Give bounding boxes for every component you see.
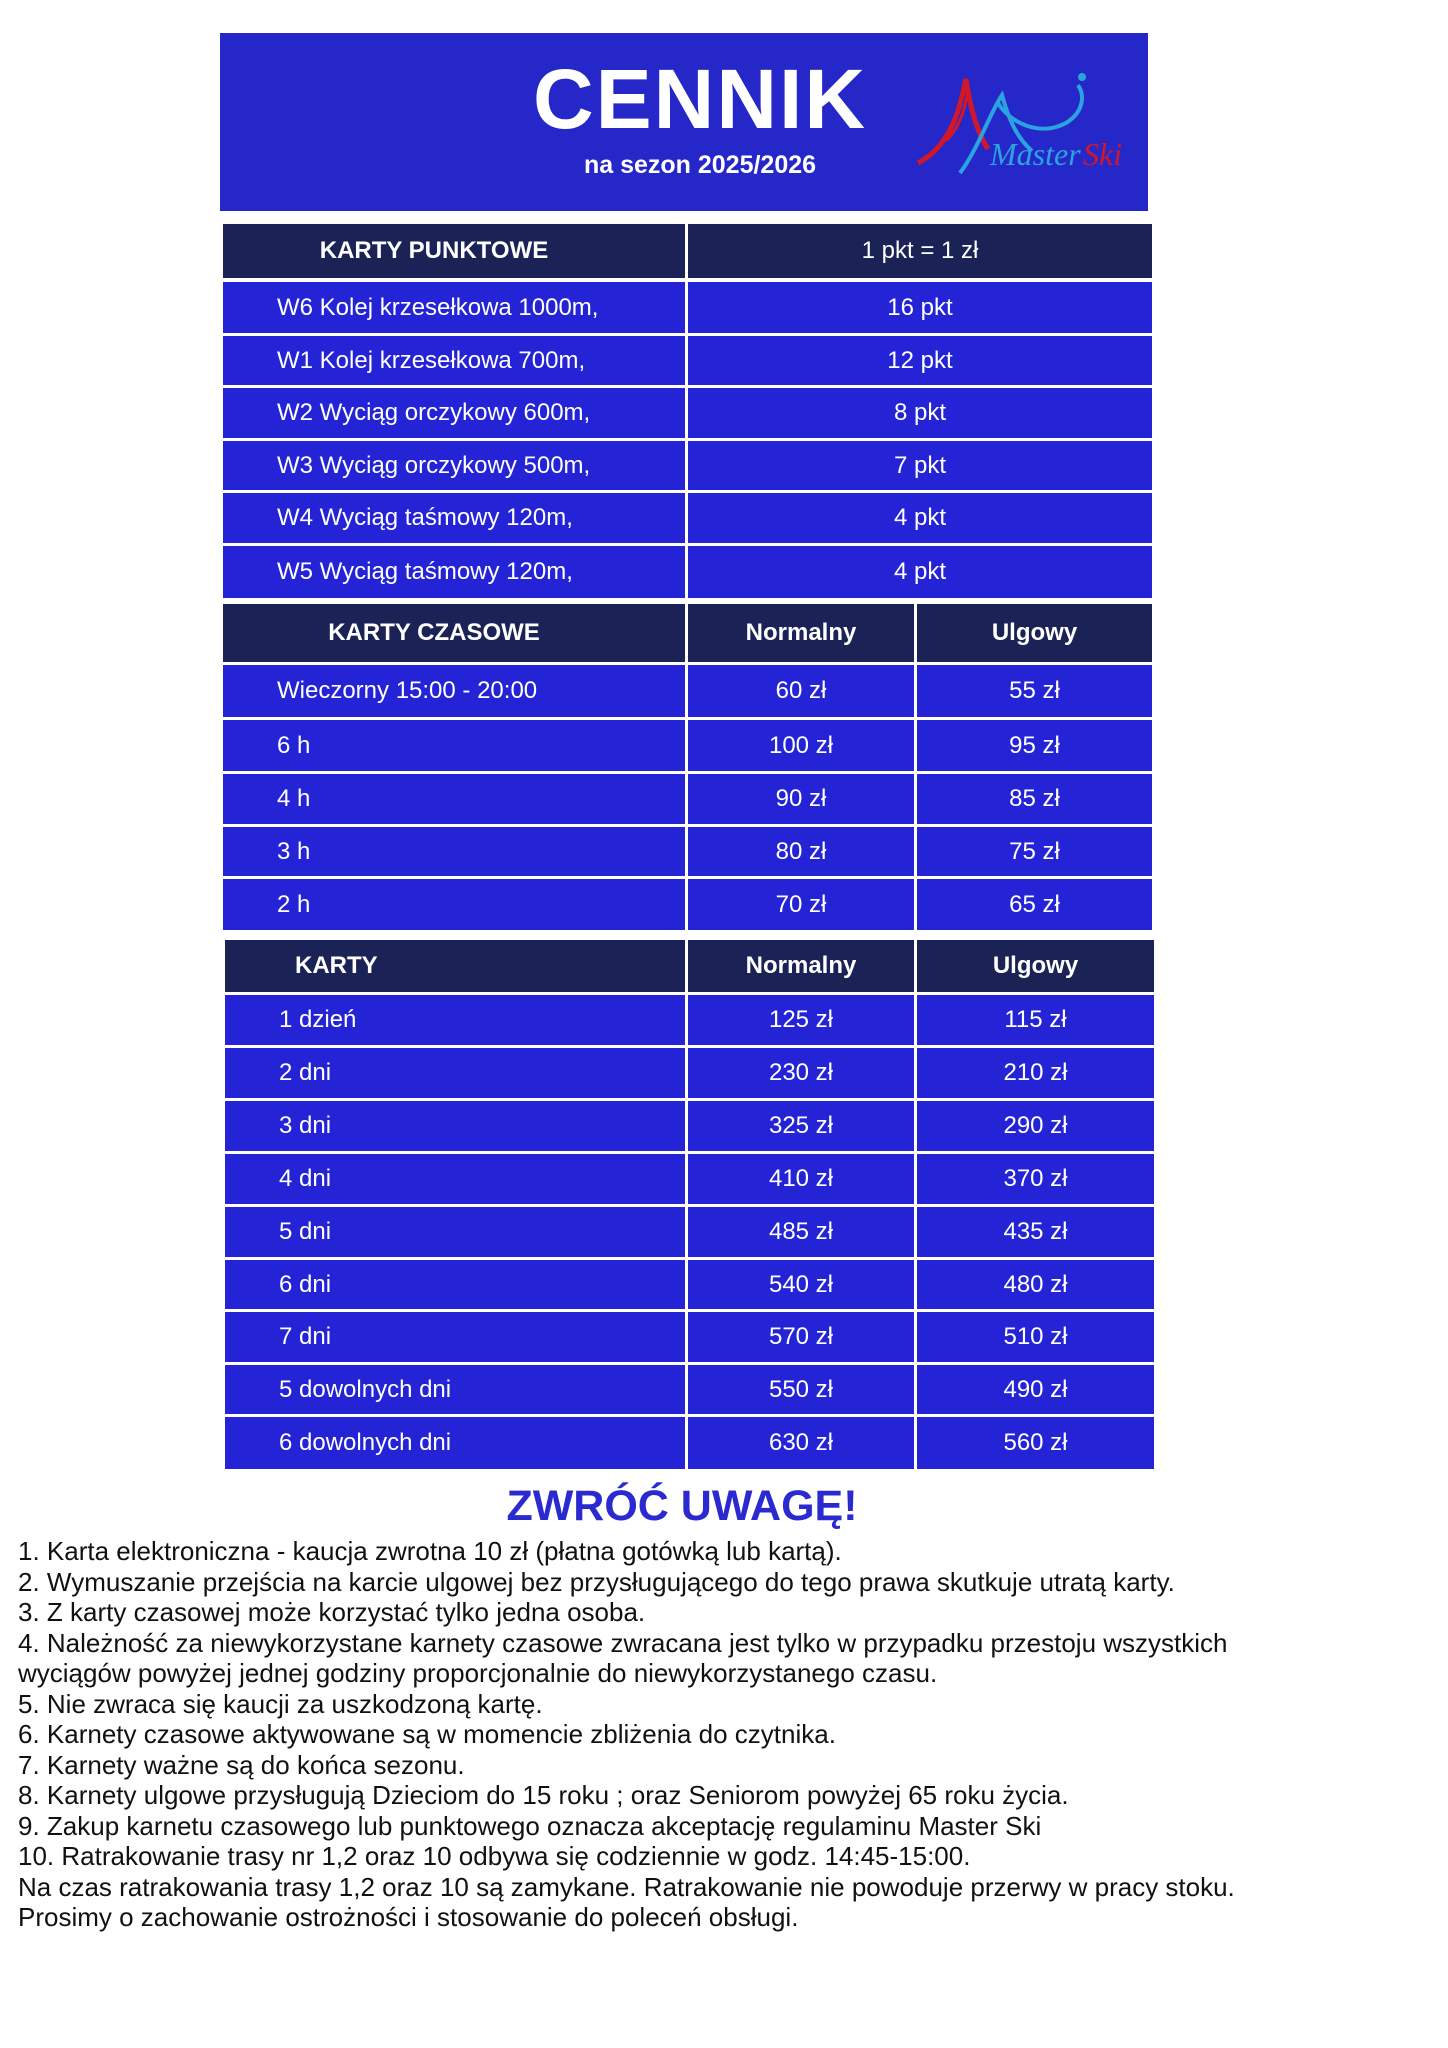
master-ski-logo (890, 53, 1130, 193)
season-subtitle: na sezon 2025/2026 (583, 151, 817, 179)
days-col-reduced: Ulgowy (917, 940, 1154, 992)
notice-line: Prosimy o zachowanie ostrożności i stosowanie do poleceń obsługi. (18, 1902, 799, 1932)
days-row-normal: 570 zł (688, 1312, 914, 1362)
time-row-normal: 60 zł (688, 665, 914, 717)
days-row-label: 2 dni (225, 1048, 685, 1098)
time-row-label: 3 h (223, 827, 685, 876)
notice-line: 2. Wymuszanie przejścia na karcie ulgowej bez przysługującego do tego prawa skutkuje utratą karty. (18, 1566, 1175, 1597)
points-row-value: 4 pkt (688, 546, 1152, 598)
time-row-reduced: 75 zł (917, 827, 1152, 876)
days-row-reduced: 480 zł (917, 1260, 1154, 1309)
header-banner (220, 33, 1148, 211)
points-row-value: 16 pkt (688, 282, 1152, 333)
days-row-label: 1 dzień (225, 995, 685, 1045)
notice-line: 3. Z karty czasowej może korzystać tylko jedna osoba. (18, 1597, 646, 1627)
time-row-label: 4 h (223, 774, 685, 824)
days-row-normal: 325 zł (688, 1101, 914, 1151)
days-row-normal: 230 zł (688, 1048, 914, 1098)
time-row-normal: 100 zł (688, 720, 914, 771)
time-row-reduced: 65 zł (917, 879, 1152, 930)
notice-title: ZWRÓĆ UWAGĘ! (506, 1482, 858, 1530)
points-row-value: 4 pkt (688, 493, 1152, 543)
points-row-label: W2 Wyciąg orczykowy 600m, (223, 388, 685, 438)
svg-text:Ski: Ski (1083, 136, 1123, 172)
notice-line: 6. Karnety czasowe aktywowane są w momencie zbliżenia do czytnika. (18, 1719, 836, 1749)
page-title: CENNIK (532, 52, 867, 146)
days-row-reduced: 435 zł (917, 1207, 1154, 1257)
notice-line: 10. Ratrakowanie trasy nr 1,2 oraz 10 odbywa się codziennie w godz. 14:45-15:00. (18, 1841, 971, 1871)
time-row-reduced: 55 zł (917, 665, 1152, 717)
notice-line: 4. Należność za niewykorzystane karnety czasowe zwracana jest tylko w przypadku przestoju wszystkich (18, 1627, 1228, 1658)
days-row-normal: 550 zł (688, 1365, 914, 1414)
days-row-reduced: 490 zł (917, 1365, 1154, 1414)
points-row-value: 8 pkt (688, 388, 1152, 438)
days-row-label: 7 dni (225, 1312, 685, 1362)
time-col-reduced: Ulgowy (917, 604, 1152, 662)
points-header: KARTY PUNKTOWE (223, 224, 685, 278)
days-row-reduced: 510 zł (917, 1312, 1154, 1362)
days-row-reduced: 115 zł (917, 995, 1154, 1045)
points-row-label: W3 Wyciąg orczykowy 500m, (223, 441, 685, 490)
days-row-reduced: 560 zł (917, 1417, 1154, 1469)
time-row-reduced: 95 zł (917, 720, 1152, 771)
days-row-normal: 125 zł (688, 995, 914, 1045)
time-row-normal: 70 zł (688, 879, 914, 930)
notice-line: 9. Zakup karnetu czasowego lub punktowego oznacza akceptację regulaminu Master Ski (18, 1810, 1042, 1841)
time-header: KARTY CZASOWE (223, 604, 685, 662)
notice-line: 5. Nie zwraca się kaucji za uszkodzoną kartę. (18, 1688, 543, 1719)
time-row-label: 2 h (223, 879, 685, 930)
notice-line: 1. Karta elektroniczna - kaucja zwrotna 10 zł (płatna gotówką lub kartą). (18, 1536, 842, 1566)
days-row-label: 4 dni (225, 1154, 685, 1204)
days-row-reduced: 370 zł (917, 1154, 1154, 1204)
svg-text:Master: Master (990, 136, 1081, 172)
points-rate: 1 pkt = 1 zł (688, 224, 1152, 278)
days-row-normal: 630 zł (688, 1417, 914, 1469)
time-col-normal: Normalny (688, 604, 914, 662)
days-col-normal: Normalny (688, 940, 914, 992)
days-row-label: 5 dni (225, 1207, 685, 1257)
notice-line: Na czas ratrakowania trasy 1,2 oraz 10 są zamykane. Ratrakowanie nie powoduje przerwy w pracy stoku. (18, 1871, 1235, 1902)
time-row-reduced: 85 zł (917, 774, 1152, 824)
notice-list (18, 1536, 1438, 1933)
days-row-normal: 540 zł (688, 1260, 914, 1309)
days-row-reduced: 290 zł (917, 1101, 1154, 1151)
notice-line: 8. Karnety ulgowe przysługują Dzieciom do 15 roku ; oraz Seniorom powyżej 65 roku życia. (18, 1780, 1069, 1810)
points-row-label: W1 Kolej krzesełkowa 700m, (223, 336, 685, 385)
points-row-label: W4 Wyciąg taśmowy 120m, (223, 493, 685, 543)
time-row-normal: 90 zł (688, 774, 914, 824)
days-row-normal: 485 zł (688, 1207, 914, 1257)
time-row-label: Wieczorny 15:00 - 20:00 (223, 665, 685, 717)
points-row-label: W5 Wyciąg taśmowy 120m, (223, 546, 685, 598)
days-row-normal: 410 zł (688, 1154, 914, 1204)
time-row-label: 6 h (223, 720, 685, 771)
points-row-value: 12 pkt (688, 336, 1152, 385)
days-row-label: 6 dowolnych dni (225, 1417, 685, 1469)
points-row-label: W6 Kolej krzesełkowa 1000m, (223, 282, 685, 333)
time-row-normal: 80 zł (688, 827, 914, 876)
days-header: KARTY (225, 940, 685, 992)
days-row-label: 6 dni (225, 1260, 685, 1309)
days-row-label: 3 dni (225, 1101, 685, 1151)
days-row-label: 5 dowolnych dni (225, 1365, 685, 1414)
points-row-value: 7 pkt (688, 441, 1152, 490)
notice-line: wyciągów powyżej jednej godziny proporcjonalnie do niewykorzystanego czasu. (18, 1658, 938, 1688)
days-row-reduced: 210 zł (917, 1048, 1154, 1098)
notice-line: 7. Karnety ważne są do końca sezonu. (18, 1749, 465, 1780)
